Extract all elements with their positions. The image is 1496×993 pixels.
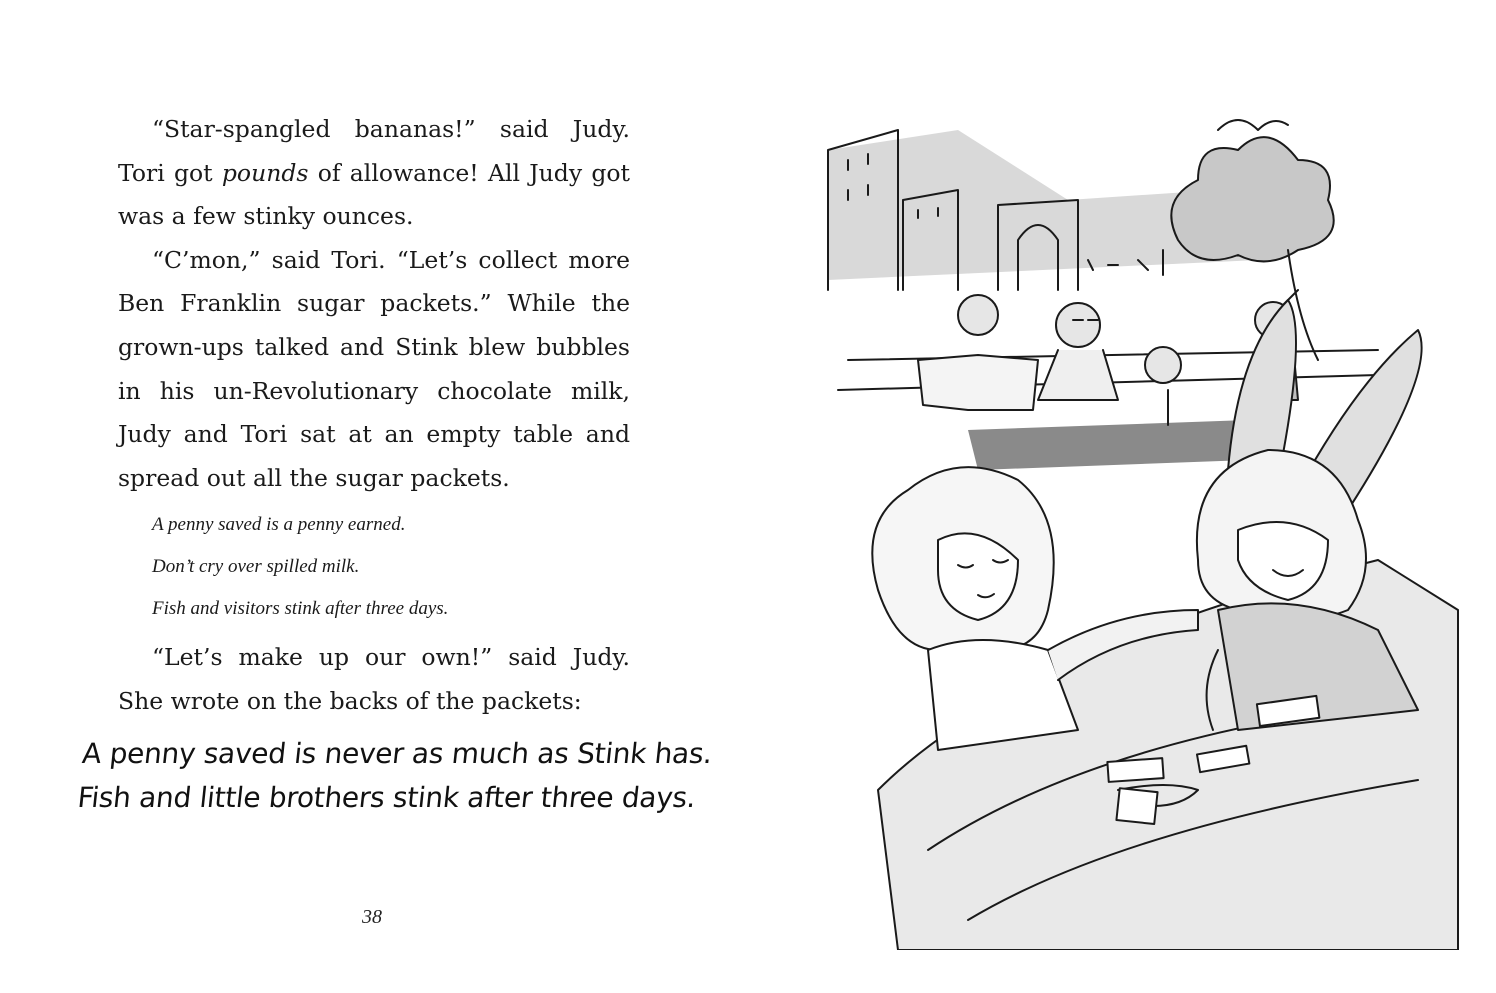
paragraph-1-italic: pounds [221, 158, 309, 187]
paragraph-3: “Let’s make up our own!” said Judy. She wrote on the backs of the packets: [118, 643, 630, 715]
tree-squiggle [1218, 120, 1288, 130]
cafe-illustration [818, 90, 1468, 950]
paragraph-1 [118, 108, 630, 239]
quote-2: Don’t cry over spilled milk. [152, 556, 360, 578]
paragraph-1-end: of allowance! All Judy got was a few stinky ounces. [118, 158, 630, 231]
body-text [118, 108, 630, 724]
tree-canopy [1171, 137, 1333, 261]
paragraph-2: “C’mon,” said Tori. “Let’s collect more Ben Franklin sugar packets.” While the grown-ups talked and Stink blew bubbles in his un-Revolutionary chocolate milk, Judy and Tori sat at an empty table and spread out all the sugar packets. [118, 245, 630, 492]
back-table-shadow [968, 420, 1248, 470]
quote-1: A penny saved is a penny earned. [152, 514, 406, 536]
sugar-packet-2 [1107, 758, 1163, 782]
woman-body [1038, 350, 1118, 400]
stink-head [1145, 347, 1181, 383]
sugar-packet-3 [1116, 788, 1157, 824]
handwritten-line-1: A penny saved is never as much as Stink has. [80, 737, 714, 770]
handwritten-sayings [75, 732, 714, 820]
quote-3: Fish and visitors stink after three days. [152, 598, 449, 620]
right-page [748, 0, 1496, 993]
paragraph-1-start: “Star-spangled bananas!” said Judy. Tori got [118, 115, 630, 187]
man-head [958, 295, 998, 335]
handwritten-line-2: Fish and little brothers stink after three days. [76, 781, 698, 814]
page-number: 38 [362, 906, 382, 928]
sugar-packet-quotes [152, 504, 630, 630]
woman-head [1056, 303, 1100, 347]
man-newspaper [918, 355, 1038, 410]
